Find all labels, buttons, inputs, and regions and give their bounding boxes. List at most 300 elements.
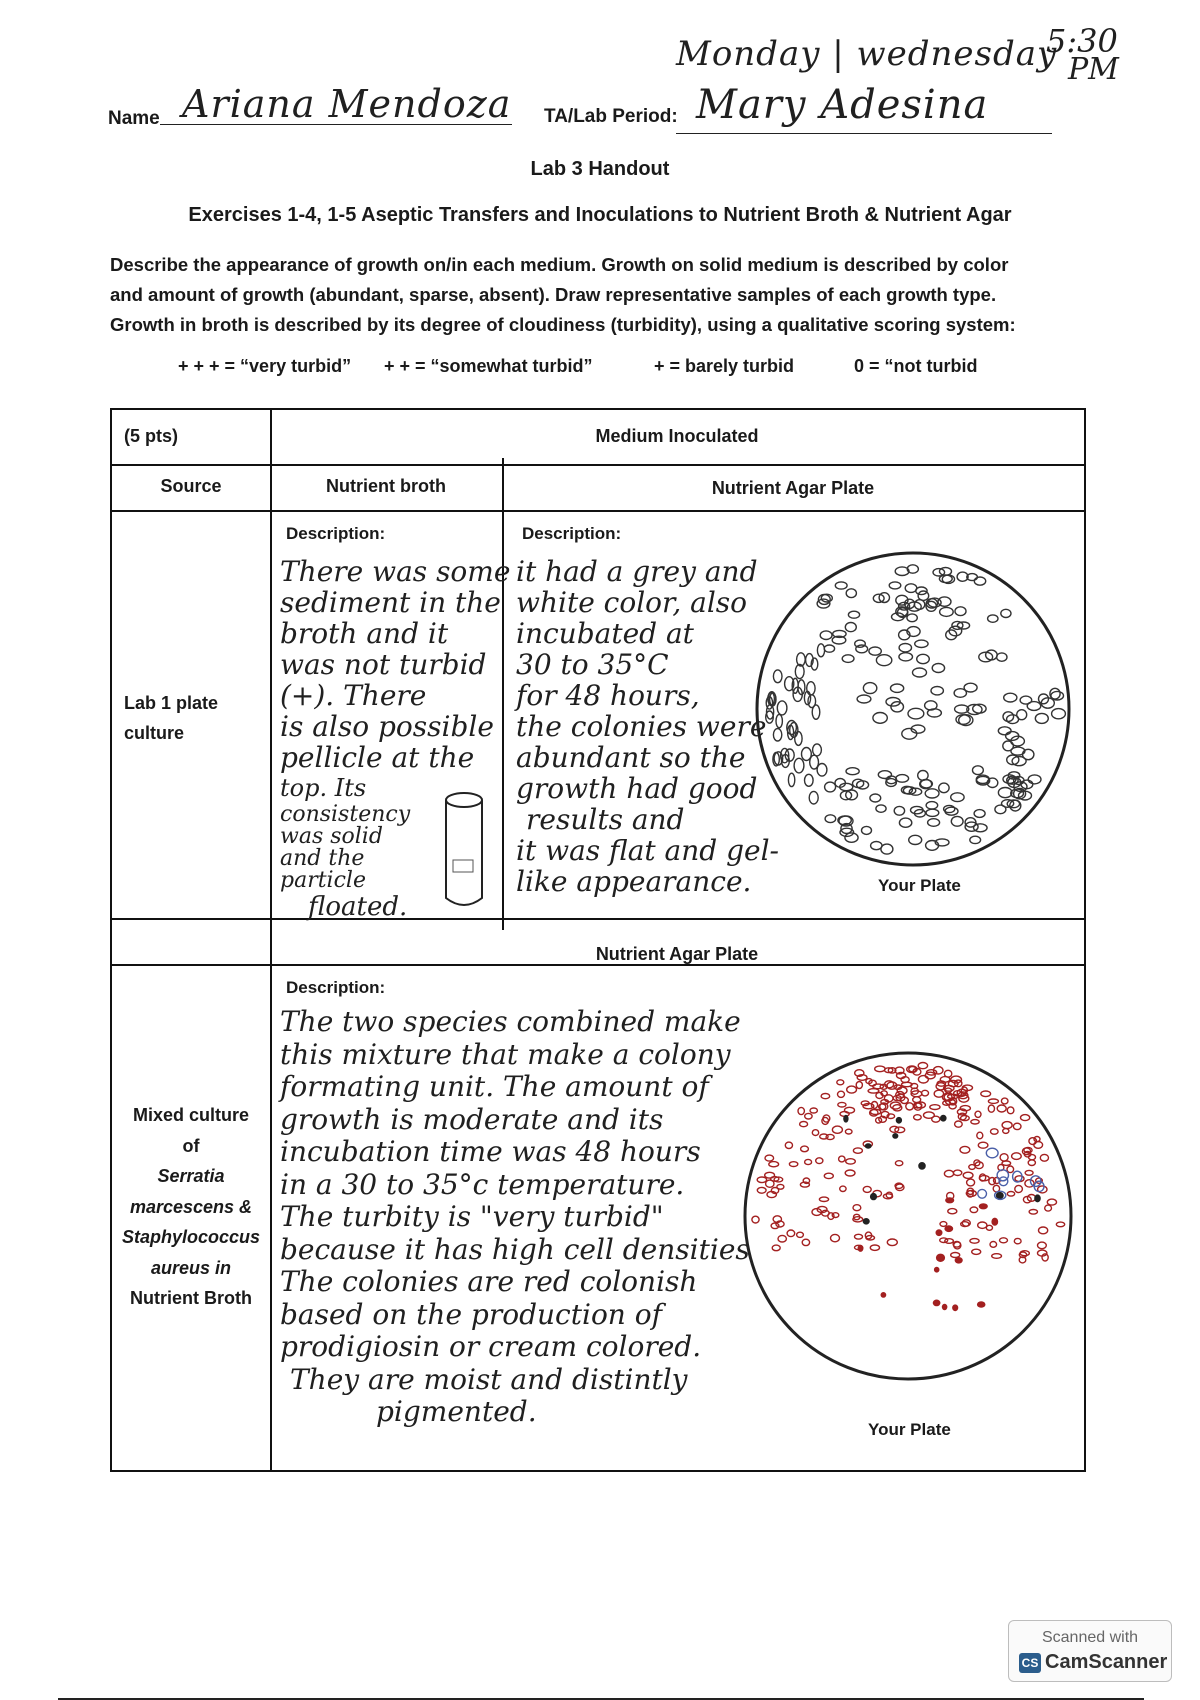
broth-line: is also possible [280, 710, 494, 743]
colony-mark [778, 1235, 786, 1242]
colony-mark [769, 1162, 779, 1167]
colony-mark [971, 1120, 979, 1124]
colony-mark [889, 582, 901, 589]
colony-mark [918, 1076, 928, 1083]
ta-underline [676, 133, 1052, 134]
colony-mark [1056, 1222, 1064, 1227]
colony-mark [1013, 1123, 1021, 1129]
your-plate-label-2: Your Plate [868, 1420, 951, 1439]
results-table [110, 408, 1086, 1472]
colony-mark [787, 1230, 795, 1237]
colony-mark [913, 668, 927, 677]
colony-mark [871, 1102, 877, 1109]
colony-mark [967, 1179, 975, 1186]
agar-line: for 48 hours, [516, 679, 700, 712]
source-mixed-line: Staphylococcus [121, 1227, 261, 1247]
colony-mark [863, 683, 876, 694]
colony-mark [871, 1194, 877, 1200]
colony-mark [870, 794, 881, 802]
colony-mark [855, 1234, 863, 1239]
colony-mark [977, 1132, 983, 1139]
points-label: (5 pts) [124, 426, 178, 446]
broth-line: particle [280, 868, 366, 893]
colony-mark [894, 806, 904, 815]
colony-mark [777, 701, 787, 715]
colony-mark [995, 805, 1006, 814]
colony-mark [785, 1142, 792, 1148]
colony-mark [789, 1162, 797, 1167]
colony-mark [1003, 741, 1014, 751]
table-row-divider [112, 464, 1084, 466]
colony-mark [899, 653, 913, 661]
agar-line: incubated at [516, 617, 694, 650]
colony-mark [974, 577, 985, 585]
source-mixed-line: aureus in [150, 1257, 232, 1278]
colony-mark [899, 818, 911, 827]
colony-mark [926, 802, 938, 809]
broth-line: There was some [280, 555, 511, 588]
name-label: Name [108, 108, 160, 129]
colony-mark [826, 1134, 834, 1139]
colony-mark [817, 644, 824, 657]
colony-mark [862, 826, 872, 834]
colony-mark [1038, 1242, 1047, 1249]
colony-mark [838, 1091, 845, 1097]
colony-mark [891, 702, 904, 712]
colony-mark [1021, 1115, 1030, 1121]
camscanner-name: CamScanner [1045, 1651, 1168, 1673]
colony-mark [906, 1103, 914, 1110]
broth-line: (+). There [280, 679, 427, 712]
lab-time-period: PM [1068, 52, 1119, 87]
colony-mark [988, 1105, 994, 1112]
plate-drawing-mixed [742, 1050, 1074, 1382]
agar-description [516, 556, 779, 897]
mixed-line: because it has high cell densities [280, 1232, 750, 1266]
agar-line: like appearance. [516, 865, 752, 898]
colony-mark [810, 755, 819, 769]
colony-mark [808, 695, 816, 708]
colony-mark [875, 1066, 885, 1072]
colony-mark [835, 582, 847, 589]
camscanner-badge [1008, 1620, 1172, 1682]
colony-mark [944, 1070, 951, 1077]
table-row-divider [112, 918, 1084, 920]
colony-mark [846, 1159, 856, 1164]
colony-mark [997, 1170, 1008, 1181]
colony-mark [825, 815, 836, 823]
colony-mark [846, 589, 856, 598]
colony-mark [963, 1172, 973, 1178]
colony-mark [1045, 1205, 1052, 1211]
colony-mark [771, 1223, 779, 1229]
colony-mark [941, 1116, 946, 1121]
colony-mark [856, 645, 868, 653]
colony-mark [773, 729, 781, 741]
colony-mark [807, 682, 815, 695]
colony-mark [1007, 1192, 1014, 1197]
colony-mark [997, 653, 1007, 661]
colony-mark [810, 1108, 817, 1113]
colony-mark [812, 1130, 818, 1136]
colony-mark [1035, 713, 1048, 723]
colony-mark [979, 1204, 987, 1209]
colony-mark [863, 1186, 871, 1192]
colony-mark [831, 1234, 840, 1241]
colony-mark [951, 1076, 962, 1083]
colony-mark [881, 844, 893, 854]
mixed-description [280, 1006, 750, 1429]
colony-mark [922, 1090, 929, 1096]
colony-mark [918, 771, 928, 781]
page-subtitle: Exercises 1-4, 1-5 Aseptic Transfers and Inoculations to Nutrient Broth & Nutrient Agar [188, 204, 1012, 226]
colony-mark [938, 597, 951, 606]
broth-line: was solid [280, 824, 383, 849]
colony-mark [1028, 1160, 1035, 1166]
colony-mark [936, 1230, 942, 1235]
colony-mark [955, 607, 966, 616]
colony-mark [893, 1134, 898, 1138]
colony-mark [805, 1159, 812, 1164]
broth-line: sediment in the [280, 586, 501, 619]
colony-mark [978, 1302, 985, 1307]
colony-mark [1001, 609, 1011, 617]
colony-mark [940, 1222, 947, 1227]
colony-mark [848, 611, 859, 618]
mixed-line: The two species combined make [280, 1005, 741, 1038]
colony-mark [955, 1121, 963, 1127]
colony-mark [876, 655, 891, 666]
colony-mark [869, 647, 881, 655]
agar-header: Nutrient Agar Plate [711, 478, 875, 498]
colony-mark [951, 793, 964, 802]
colony-mark [927, 709, 941, 717]
colony-mark [940, 607, 954, 616]
colony-mark [1014, 1238, 1021, 1243]
colony-mark [992, 1254, 1002, 1259]
colony-mark [1034, 1142, 1043, 1149]
colony-mark [953, 1305, 958, 1310]
colony-mark [928, 819, 940, 827]
colony-mark [772, 1245, 780, 1251]
colony-mark [1028, 775, 1041, 784]
source-lab1 [124, 688, 218, 748]
colony-mark [757, 1177, 766, 1183]
colony-mark [1000, 1154, 1008, 1161]
colony-mark [973, 766, 984, 775]
colony-mark [881, 1293, 885, 1297]
colony-mark [800, 1122, 808, 1127]
colony-mark [821, 1094, 830, 1099]
colony-mark [955, 1258, 962, 1263]
colony-mark [1020, 1251, 1029, 1256]
colony-mark [932, 1116, 940, 1122]
colony-mark [824, 645, 834, 652]
colony-mark [913, 1097, 921, 1103]
colony-mark [822, 1117, 829, 1124]
colony-mark [918, 1063, 927, 1069]
page-title: Lab 3 Handout [530, 158, 670, 180]
colony-mark [752, 1216, 759, 1223]
colony-mark [842, 655, 854, 663]
colony-mark [937, 1254, 945, 1261]
colony-mark [951, 1253, 960, 1258]
colony-mark [801, 1146, 809, 1152]
broth-line: top. Its [280, 774, 367, 802]
colony-mark [960, 1146, 970, 1153]
colony-mark [986, 1148, 998, 1158]
colony-mark [925, 789, 939, 798]
colony-mark [890, 1102, 900, 1109]
ta-label: TA/Lab Period: [544, 106, 678, 127]
colony-mark [895, 1127, 905, 1133]
colony-mark [1000, 1238, 1008, 1243]
scale-very-turbid: + + + = “very turbid” [178, 356, 352, 376]
medium-header: Medium Inoculated [595, 426, 759, 446]
source-mixed-culture [112, 1100, 270, 1314]
colony-mark [1040, 1154, 1048, 1161]
test-tube-drawing [442, 790, 486, 912]
colony-mark [798, 1107, 804, 1114]
colony-mark [953, 1170, 961, 1175]
lab-days: Monday | wednesday [676, 34, 1058, 74]
colony-mark [816, 1158, 823, 1164]
colony-mark [992, 1218, 997, 1225]
broth-line: floated. [308, 892, 408, 922]
agar-line: 30 to 35°C [516, 648, 669, 681]
broth-line: was not turbid [280, 648, 487, 681]
colony-mark [964, 683, 977, 692]
broth-line: broth and it [280, 617, 449, 650]
mixed-line: They are moist and distintly [290, 1362, 688, 1396]
mixed-line: incubation time was 48 hours [280, 1135, 701, 1168]
colony-mark [805, 1113, 812, 1119]
colony-mark [899, 644, 911, 652]
colony-mark [837, 1080, 844, 1085]
agar-description-label: Description: [522, 524, 622, 543]
colony-mark [997, 1105, 1006, 1112]
source-header: Source [160, 476, 222, 496]
colony-mark [914, 1115, 922, 1120]
table-col-divider [270, 410, 272, 1470]
mixed-line: The turbity is "very turbid" [280, 1200, 664, 1233]
broth-header: Nutrient broth [326, 476, 446, 496]
agar-line: it had a grey and [516, 555, 758, 588]
mixed-line: this mixture that make a colony [280, 1037, 731, 1071]
colony-mark [853, 1148, 862, 1153]
colony-mark [794, 758, 804, 773]
colony-mark [802, 1239, 809, 1245]
colony-mark [1025, 1170, 1033, 1175]
scale-barely-turbid: + = barely turbid [654, 356, 795, 376]
colony-mark [776, 714, 782, 727]
colony-mark [838, 1102, 846, 1107]
source-mixed-line: Mixed culture [132, 1105, 250, 1125]
colony-mark [1003, 1129, 1009, 1134]
colony-mark [1001, 1098, 1008, 1104]
student-name: Ariana Mendoza [182, 82, 512, 126]
colony-mark [844, 1116, 848, 1122]
colony-mark [909, 835, 922, 844]
colony-mark [1027, 702, 1041, 711]
source-lab1-line1: Lab 1 plate [124, 693, 219, 713]
agar-line: it was flat and gel- [516, 834, 780, 867]
colony-mark [876, 805, 886, 812]
colony-mark [855, 640, 866, 647]
colony-mark [970, 1239, 979, 1244]
colony-mark [895, 1161, 902, 1166]
colony-mark [887, 1239, 897, 1246]
colony-mark [870, 1245, 879, 1250]
colony-mark [988, 1099, 998, 1103]
source-mixed-line: of [182, 1135, 200, 1156]
mixed-line: in a 30 to 35°c temperature. [280, 1167, 685, 1201]
mixed-line: growth is moderate and its [280, 1102, 664, 1136]
colony-mark [891, 684, 904, 692]
mixed-line: The colonies are red colonish [280, 1265, 698, 1298]
colony-mark [1035, 1195, 1040, 1202]
colony-mark [926, 809, 939, 816]
colony-mark [975, 1111, 981, 1117]
colony-mark [907, 614, 917, 622]
colony-mark [873, 713, 887, 724]
colony-mark [998, 788, 1012, 798]
broth-line: consistency [280, 802, 411, 827]
colony-mark [805, 774, 814, 786]
colony-mark [797, 1232, 804, 1237]
colony-mark [915, 640, 928, 647]
colony-mark [1015, 1185, 1023, 1192]
colony-mark [832, 1126, 842, 1133]
instructions: Describe the appearance of growth on/in each medium. Growth on solid medium is described by color and amount of growth (abundant, sparse, absent). Draw representative samples of each growth type. Growth in broth is described by its degree of cloudiness (turbidity), using a qualitative scoring system: [110, 254, 1016, 335]
colony-mark [945, 1226, 952, 1231]
agar-line: white color, also [516, 586, 748, 619]
colony-mark [1002, 1161, 1011, 1165]
mixed-description-label: Description: [286, 978, 386, 997]
colony-mark [845, 1170, 855, 1176]
colony-mark [1004, 693, 1017, 702]
colony-mark [820, 631, 832, 640]
colony-mark [940, 1238, 948, 1243]
colony-mark [939, 575, 952, 583]
colony-mark [895, 567, 909, 576]
agar-line: the colonies were [516, 710, 767, 743]
ta-name: Mary Adesina [696, 82, 989, 128]
colony-mark [978, 1142, 988, 1148]
colony-mark [978, 1189, 987, 1198]
colony-mark [974, 810, 985, 818]
colony-mark [765, 1155, 774, 1161]
colony-mark [845, 833, 858, 842]
plate-drawing-lab1 [754, 550, 1072, 868]
mixed-line: based on the production of [280, 1297, 662, 1331]
colony-mark [972, 1249, 981, 1254]
colony-mark [951, 816, 963, 826]
source-mixed-line: Nutrient Broth [130, 1288, 252, 1308]
colony-mark [863, 1219, 869, 1224]
scale-not-turbid: 0 = “not turbid [854, 356, 978, 376]
colony-mark [970, 1207, 978, 1213]
source-mixed-line: marcescens & [129, 1196, 253, 1217]
colony-mark [1012, 1153, 1022, 1160]
colony-mark [839, 1156, 845, 1162]
colony-mark [853, 1205, 861, 1211]
scanned-with-text: Scanned with [1041, 1629, 1139, 1646]
colony-mark [939, 783, 949, 793]
colony-mark [946, 1198, 954, 1203]
colony-mark [766, 1180, 774, 1187]
colony-mark [865, 1144, 871, 1148]
colony-mark [824, 1173, 833, 1178]
colony-mark [846, 768, 859, 775]
colony-mark [858, 1245, 863, 1251]
colony-mark [1007, 1107, 1014, 1114]
source-lab1-line2: culture [124, 723, 185, 743]
colony-mark [908, 708, 924, 719]
colony-mark [974, 824, 988, 832]
colony-mark [935, 1268, 939, 1272]
colony-mark [809, 791, 818, 804]
colony-mark [919, 1163, 925, 1169]
colony-mark [990, 1242, 997, 1248]
colony-mark [970, 836, 981, 843]
colony-mark [1029, 1210, 1037, 1215]
camscanner-logo-icon: CS [1019, 1653, 1041, 1673]
agar-line: abundant so the [516, 741, 746, 774]
colony-mark [981, 1091, 991, 1097]
colony-mark [991, 1129, 999, 1134]
table-row-divider [112, 510, 1084, 512]
mixed-line: formating unit. The amount of [280, 1070, 709, 1103]
agar-line: growth had good [516, 772, 758, 805]
colony-mark [998, 727, 1011, 735]
colony-mark [856, 1082, 862, 1089]
colony-mark [1002, 1122, 1012, 1129]
colony-mark [896, 1118, 901, 1123]
colony-mark [933, 1300, 939, 1305]
colony-mark [932, 664, 944, 673]
lab-time: 5:30 [1046, 22, 1118, 60]
colony-mark [845, 1129, 852, 1134]
colony-mark [1023, 749, 1034, 759]
colony-mark [943, 1305, 947, 1310]
colony-mark [819, 1197, 828, 1201]
colony-mark [878, 771, 891, 779]
colony-mark [795, 664, 804, 678]
scale-somewhat-turbid: + + = “somewhat turbid” [384, 356, 593, 376]
colony-mark [1007, 1166, 1014, 1173]
colony-mark [847, 1086, 857, 1093]
colony-mark [825, 782, 836, 792]
colony-mark [902, 728, 917, 739]
broth-description-label: Description: [286, 524, 386, 543]
colony-mark [845, 623, 856, 632]
colony-mark [1047, 1199, 1056, 1205]
colony-mark [896, 775, 909, 783]
your-plate-label: Your Plate [878, 876, 961, 895]
agar-header-row2: Nutrient Agar Plate [595, 944, 759, 964]
colony-mark [1052, 709, 1066, 719]
colony-mark [944, 1170, 953, 1177]
colony-mark [813, 744, 822, 756]
colony-mark [773, 670, 782, 683]
colony-mark [917, 654, 930, 663]
colony-mark [997, 1193, 1004, 1199]
colony-mark [840, 1186, 846, 1191]
colony-mark [931, 687, 943, 695]
colony-mark [857, 695, 871, 703]
colony-mark [930, 1105, 940, 1110]
